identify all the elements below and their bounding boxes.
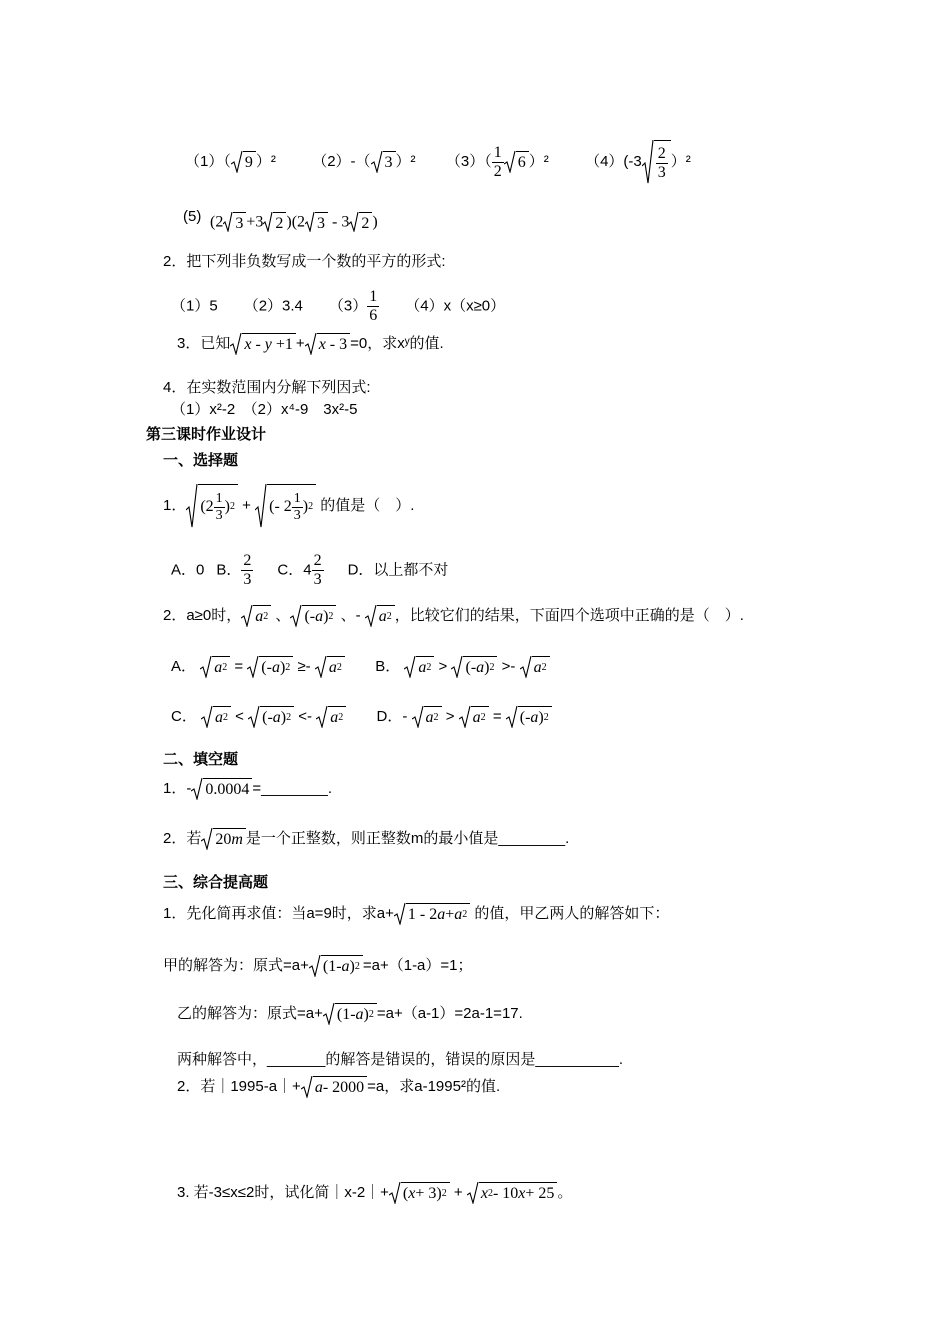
p3-both: 两种解答中，_______的解答是错误的，错误的原因是__________. — [177, 1051, 623, 1068]
sqrt-frac-2-3: $\frac{2}{3}$ — [642, 140, 671, 184]
option-b: B． — [216, 561, 242, 579]
sqrt-0-0004: 0.0004 — [191, 778, 252, 800]
p3-yi — [177, 1003, 523, 1025]
sqrt-a-2000: a - 2000 — [301, 1076, 367, 1098]
frac-2-3-b: $\frac{2}{3}$ — [313, 552, 322, 588]
q1-item-2-close: ）² — [395, 152, 416, 170]
option-c-label: C． — [171, 707, 197, 725]
p1-q2-opt-cd: C． a 2 < (- a ) 2 <- a 2 D．- a 2 > a 2 = (- a ) 2 — [171, 706, 552, 728]
p2-q2 — [163, 828, 569, 850]
p2-q2-pre: 2．若 — [163, 829, 202, 847]
q1-item-1-open: （1）（ — [185, 152, 231, 170]
p3-yi-post: =a+（a-1）=2a-1=17. — [376, 1004, 523, 1022]
p1-q2-post: ，比较它们的结果，下面四个选项中正确的是（ ）. — [394, 606, 744, 624]
sqrt-a-sq-neg: a 2 — [365, 605, 395, 627]
p3-jia-pre: 甲的解答为：原式=a+ — [163, 956, 309, 974]
sqrt-x-y-1: x - y +1 — [230, 333, 296, 355]
p3-q3-post: 。 — [557, 1183, 573, 1201]
p2-q1 — [163, 778, 332, 800]
p1-q1-options — [171, 552, 448, 592]
sqrt-neg-2-1-3-sq: (- 2 $\frac{1}{3}$ ) 2 — [255, 484, 316, 528]
p2-q2-post: 是一个正整数，则正整数m的最小值是________. — [245, 829, 570, 847]
p1-q1: 1． (2 $\frac{1}{3}$ ) 2 + (- 2 $\frac{1}{3}$ ) 2 的值是（ ）. — [163, 484, 414, 534]
p1-q2-opt-ab: A． a 2 = (- a ) 2 ≥- a 2 B． a 2 > (- a ) 2 >- a 2 — [171, 656, 550, 678]
p1-q1-post: 的值是（ ）. — [320, 496, 415, 514]
sqrt-9: 9 — [231, 151, 256, 173]
q1-item-3-close: ）² — [528, 152, 549, 170]
p3-q3: 3. 若-3≤x≤2时，试化简｜x-2｜+ ( x + 3) 2 + x 2 - 10 x + 25 。 — [177, 1183, 573, 1202]
p1-q1-pre: 1． — [163, 496, 187, 514]
q1-item-4-open: （4）(-3 — [585, 152, 642, 170]
sqrt-2-1-3-sq: (2 $\frac{1}{3}$ ) 2 — [186, 484, 238, 528]
sqrt-3: 3 — [371, 151, 396, 173]
q3-plus: + — [295, 334, 305, 352]
option-a-label: A． — [171, 657, 197, 675]
p1-q2-pre: 2．a≥0时， — [163, 606, 242, 624]
q1-item-2-open: （2）-（ — [312, 152, 371, 170]
p2-q1-post: =________. — [252, 779, 333, 797]
option-a: A．0 — [171, 561, 205, 579]
sqrt-x2-10x-25: x 2 - 10 x + 25 — [467, 1182, 558, 1204]
q1-item-5 — [183, 207, 201, 227]
frac-1-2: $\frac{1}{2}$ — [493, 143, 502, 180]
option-b-label: B． — [375, 657, 401, 675]
q2-item-2: （2）3.4 — [243, 297, 303, 315]
sqrt-6: 6 — [504, 151, 529, 173]
option-c: C．4 — [277, 561, 312, 579]
q1-item-1-close: ）² — [255, 152, 276, 170]
sqrt-x-3: x - 3 — [305, 333, 350, 355]
q2-text: 2．把下列非负数写成一个数的平方的形式: — [163, 253, 446, 270]
q2-items — [171, 288, 505, 324]
p1-q2: 2．a≥0时， a 2 、 (- a ) 2 、- a 2 ，比较它们的结果，下面四个选项中正确的是（ ）. — [163, 606, 744, 625]
q4-items: （1）x²-2 （2）x⁴-9 3x²-5 — [171, 401, 358, 418]
part1-title: 一、选择题 — [163, 452, 239, 469]
p3-q1-post: 的值，甲乙两人的解答如下： — [474, 904, 670, 922]
frac-2-3: $\frac{2}{3}$ — [243, 552, 252, 588]
p3-q2-pre: 2．若｜1995-a｜+ — [177, 1077, 301, 1095]
option-d-label: D．- — [376, 707, 408, 725]
q4-text: 4．在实数范围内分解下列因式: — [163, 379, 371, 396]
frac-1-6: $\frac{1}{6}$ — [369, 288, 378, 324]
sqrt-1-a-sq-b: (1- a ) 2 — [323, 1003, 377, 1025]
p2-q1-pre: 1．- — [163, 779, 192, 797]
q1-item-5-expr: (2 3 +3 2 )(2 3 - 3 2 ) — [210, 213, 378, 232]
q2-item-1: （1）5 — [171, 297, 218, 315]
p3-q1 — [163, 903, 669, 925]
p3-jia-post: =a+（1-a）=1； — [362, 956, 473, 974]
sqrt-20m: 20 m — [201, 828, 246, 850]
sqrt-1-a-sq: (1- a ) 2 — [309, 955, 363, 977]
sqrt-a-sq: a 2 — [241, 605, 271, 627]
part3-title: 三、综合提高题 — [163, 874, 269, 891]
sqrt-1-2a-a2: 1 - 2 a + a 2 — [394, 903, 470, 925]
p3-q1-pre: 1．先化简再求值：当a=9时，求a+ — [163, 904, 394, 922]
q1-item-3-open: （3）（ — [445, 152, 492, 170]
p3-jia — [163, 955, 473, 977]
q3-pre: 3．已知 — [177, 334, 231, 352]
q3-line — [177, 333, 444, 355]
q1-item-5-label: (5) — [183, 208, 202, 225]
p3-q3-pre: 3. 若-3≤x≤2时，试化简｜x-2｜+ — [177, 1183, 389, 1201]
p3-q2 — [177, 1076, 500, 1098]
q1-items-row — [185, 140, 691, 190]
q1-item-4-close: ）² — [670, 152, 691, 170]
p3-yi-pre: 乙的解答为：原式=a+ — [177, 1004, 323, 1022]
sqrt-x3-sq: ( x + 3) 2 — [389, 1182, 450, 1204]
q3-post: =0，求xʸ的值. — [350, 334, 444, 352]
q2-item-3: （3） — [328, 297, 368, 315]
q2-item-4: （4）x（x≥0） — [405, 297, 506, 315]
p3-q2-post: =a，求a-1995²的值. — [367, 1077, 501, 1095]
section-title: 第三课时作业设计 — [146, 426, 267, 443]
option-d: D．以上都不对 — [347, 561, 449, 579]
part2-title: 二、填空题 — [163, 751, 239, 768]
sqrt-neg-a-sq: (- a ) 2 — [290, 605, 336, 627]
